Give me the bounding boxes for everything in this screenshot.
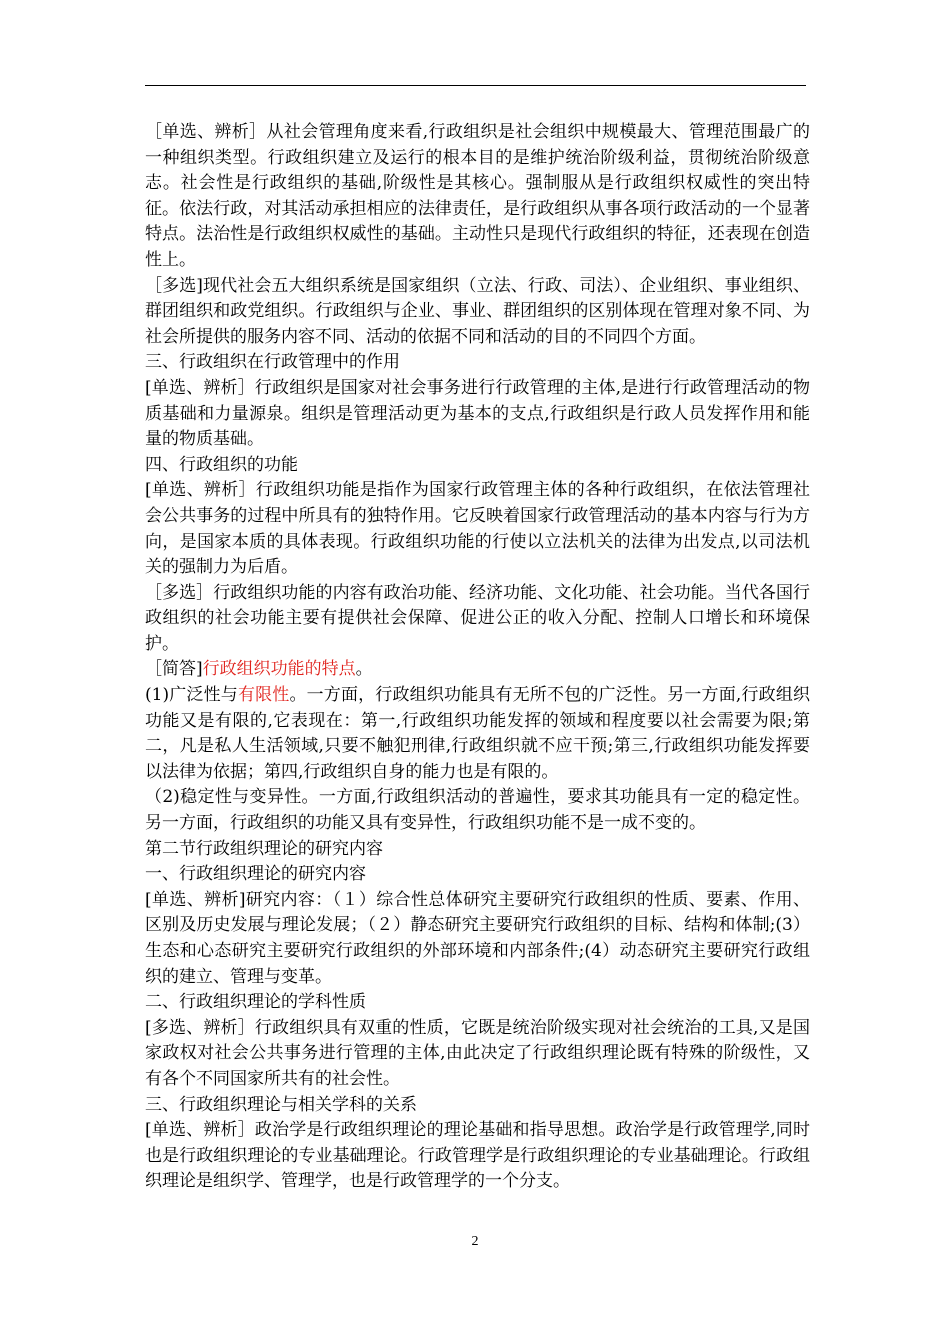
- paragraph-discipline-nature: [多选、辨析］行政组织具有双重的性质，它既是统治阶级实现对社会统治的工具,又是国家政权对社会公共事务进行管理的主体,由此决定了行政组织理论既有特殊的阶级性，又有各个不同国家所共有的社会性。: [145, 1017, 810, 1089]
- paragraph-5: ［多选］行政组织功能的内容有政治功能、经济功能、文化功能、社会功能。当代各国行政组织的社会功能主要有提供社会保障、促进公正的收入分配、控制人口增长和环境保护。: [145, 582, 810, 654]
- paragraph-related-disciplines: [单选、辨析］政治学是行政组织理论的理论基础和指导思想。政治学是行政管理学,同时也是行政组织理论的专业基础理论。行政管理学是行政组织理论的专业基础理论。行政组织理论是组织学、管理学，也是行政管理学的一个分支。: [145, 1120, 810, 1192]
- paragraph-feature-1: [145, 683, 810, 785]
- period: 。: [355, 659, 373, 680]
- header-rule: [145, 85, 806, 86]
- body-text: [145, 120, 810, 1195]
- heading-related-disciplines: 三、行政组织理论与相关学科的关系: [145, 1094, 417, 1115]
- heading-section-3: 三、行政组织在行政管理中的作用: [145, 352, 400, 373]
- paragraph-3: [单选、辨析］行政组织是国家对社会事务进行行政管理的主体,是进行行政管理活动的物质基础和力量源泉。组织是管理活动更为基本的支点,行政组织是行政人员发挥作用和能量的物质基础。: [145, 377, 810, 450]
- feature-1-lead: (1)广泛性与: [145, 685, 238, 706]
- heading-discipline-nature: 二、行政组织理论的学科性质: [145, 992, 366, 1013]
- heading-section-2: 第二节行政组织理论的研究内容: [145, 838, 383, 859]
- short-answer-tag: ［简答]: [145, 659, 203, 680]
- highlighted-topic: 行政组织功能的特点: [202, 659, 356, 680]
- paragraph-1: ［单选、辨析］从社会管理角度来看,行政组织是社会组织中规模最大、管理范围最广的一种组织类型。行政组织建立及运行的根本目的是维护统治阶级利益，贯彻统治阶级意志。社会性是行政组织的基础,阶级性是其核心。强制服从是行政组织权威性的突出特征。依法行政，对其活动承担相应的法律责任，是行政组织从事各项行政活动的一个显著特点。法治性是行政组织权威性的基础。主动性只是现代行政组织的特征，还表现在创造性上。: [145, 122, 810, 270]
- page-number: 2: [471, 1234, 479, 1249]
- heading-research-content: 一、行政组织理论的研究内容: [145, 864, 366, 885]
- paragraph-feature-2: （2)稳定性与变异性。一方面,行政组织活动的普遍性，要求其功能具有一定的稳定性。另一方面，行政组织的功能又具有变异性，行政组织功能不是一成不变的。: [145, 787, 810, 834]
- paragraph-2: ［多选]现代社会五大组织系统是国家组织（立法、行政、司法）、企业组织、事业组织、群团组织和政党组织。行政组织与企业、事业、群团组织的区别体现在管理对象不同、为社会所提供的服务内容不同、活动的依据不同和活动的目的不同四个方面。: [145, 275, 810, 347]
- paragraph-4: [单选、辨析］行政组织功能是指作为国家行政管理主体的各种行政组织，在依法管理社会公共事务的过程中所具有的独特作用。它反映着国家行政管理活动的基本内容与行为方向，是国家本质的具体表现。行政组织功能的行使以立法机关的法律为出发点,以司法机关的强制力为后盾。: [145, 480, 810, 578]
- paragraph-short-answer: [145, 657, 810, 683]
- feature-1-body: 。一方面，行政组织功能具有无所不包的广泛性。另一方面,行政组织功能又是有限的,它表现在：第一,行政组织功能发挥的领域和程度要以社会需要为限;第二，凡是私人生活领域,只要不触犯刑律,行政组织就不应干预;第三,行政组织功能发挥要以法律为依据；第四,行政组织自身的能力也是有限的。: [145, 685, 810, 782]
- paragraph-research-content: [单选、辨析]研究内容：（１）综合性总体研究主要研究行政组织的性质、要素、作用、区别及历史发展与理论发展；（２）静态研究主要研究行政组织的目标、结构和体制;(3）生态和心态研究主要研究行政组织的外部环境和内部条件;(4）动态研究主要研究行政组织的建立、管理与变革。: [145, 889, 810, 987]
- heading-section-4: 四、行政组织的功能: [145, 454, 298, 475]
- highlighted-limited: 有限性: [237, 685, 290, 706]
